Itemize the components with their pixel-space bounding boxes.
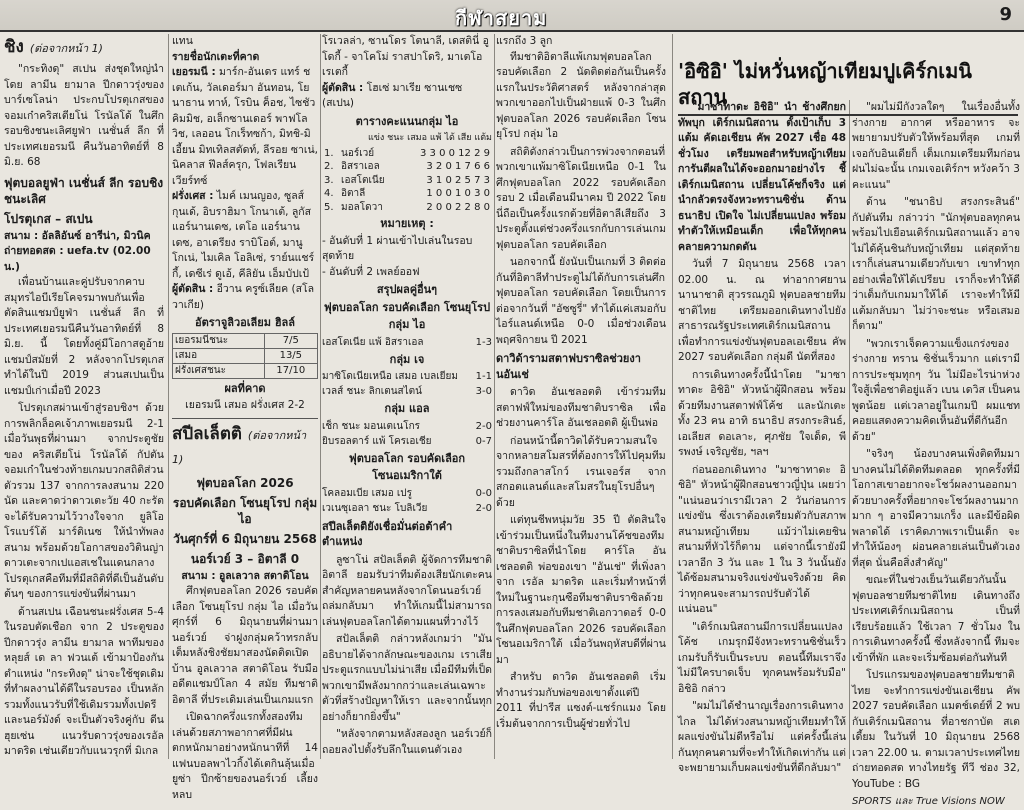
- result-row: เช็ก ชนะ มอนเตเนโกร 2-0: [322, 420, 492, 432]
- page-number: 9: [999, 4, 1012, 25]
- paragraph: สถิติดังกล่าวเป็นการพ่วงจากตอนที่พวกเขาแพ้มาซิโดเนียเหนือ 0-1 ในศึกฟุตบอลโลก 2022 รอบคัดเลือก รอบ 2 เมื่อเดือนมีนาคม ปี 2022 โดยนี่ถือเป็นครั้งแรกด้วยที่อิตาลีเสียถึง 3 ประตูตั้งแต่ช่วงครึ่งแรกกับการเล่นเกมฟุตบอลโลก รอบคัดเลือก: [496, 145, 666, 251]
- paragraph: สปัลเล็ตติ กล่าวหลังเกมว่า "มันอธิบายได้จากลักษณะของเกม เราเสียประตูแรกแบบไม่น่าเสีย เมื่อมีทีมที่เป็ด พวกเขามีพลังมากกว่าและเล่นเฉพาะตัวที่สร้างปัญหาให้เรา และจากนั้นทุกอย่างก็ยากยิ่งขึ้น": [322, 633, 492, 723]
- odds-heading: อัตราจูลิวอเลียม ฮิลล์: [194, 316, 296, 329]
- article-heading: สปีลเล็ตติ (ต่อจากหน้า 1): [172, 423, 307, 466]
- notes-heading: หมายเหตุ :: [380, 217, 434, 230]
- lineup-germany: เยอรมนี : มาร์ก-อันเดร แทร์ ชเตเก้น, วัลเดอร์มา อันทอน, โยนาธาน ทาห์, โรบิน ค็อช, ไซชัว คิมมิช, อเล็กซานเดอร์ พาฟโลวิช, เลออน โกเร็ทซก้า, มิทชิ-มิเอี้ยน มิทเทิลสตัดท์, ลีรอย ซาเน่, นิคลาส ฟึลส์ครุก, โฟลเรียน เวียร์ทซ์: [172, 66, 318, 187]
- table-row: 4. อิตาลี 1 0 0 1 0 3 0: [324, 188, 490, 199]
- lineup-italy: โรเวลล่า, ซานโดร โตนาลี, เดสตินี่ อูโดกี้ - จาโคโม่ ราสปาโดริ, มาเตโอ เรเตกี้: [322, 35, 489, 78]
- paragraph: ด้าน "ชนาธิป สรงกระสินธ์" กัปตันทีม กล่าวว่า "นักฟุตบอลทุกคนพร้อมไปเยือนเติร์กเมนิสถานแล้ว อาจไม่ได้คุ้นชินกับหญ้าเทียม แต่สุดท้ายเราก็เล่นสนามเดียวกับเขา เขาทำทุกอย่างเพื่อให้ได้เปรียบ เราก็จะทำให้ดีว่าเต็มกับเกมมาให้ได้ เราจะทำให้มีแต้มกลับมา ไม่ว่าจะชนะ หรือเสมอก็ตาม": [852, 196, 1020, 332]
- result-row: เวเนซุเอลา ชนะ โบลิเวีย 2-0: [322, 502, 492, 514]
- prediction-text: เยอรมนี เสมอ ฝรั่งเศส 2-2: [185, 399, 305, 411]
- lead-paragraph: "มาซาทาดะ อิชิอิ" นำ ช้างศึกยกทัพบุก เติร์กเมนิสถาน ตั้งเป้าเก็บ 3 แต้ม คัดเอเชียน คัพ 2027 เชื่อ 48 ชั่วโมง เตรียมพอสำหรับหญ้าเทียม การันตีผลในได้จะออกมาอย่างไร ชี้ เติร์กเมนิสถาน เปลี่ยนโค้ชก็จริง แต่นำกลัวตรงจังหวะทรานซิชั่น ด้าน ธนาธิป เปิดใจ ไม่เปลี่ยนแปลง พร้อมทำตัวให้เหมือนเด็ก เพื่อให้ทุกคนคลายความกดดัน: [678, 101, 846, 253]
- referee-line: ผู้ตัดสิน : โฮเซ่ มาเรีย ซานเชซ (สเปน): [322, 81, 463, 109]
- prediction-heading: ผลที่คาด: [224, 381, 266, 395]
- stadium-line: สนาม : อัลลิอันซ์ อารีน่า, มิวนิค: [4, 229, 151, 242]
- article-heading: ชิง (ต่อจากหน้า 1): [4, 37, 103, 57]
- match-score: นอร์เวย์ 3 – อิตาลี 0: [190, 551, 300, 566]
- paragraph: สำหรับ ดาวิด อันเชลอตติ เริ่มทำงานร่วมกับพ่อของเขาตั้งแต่ปี 2011 ที่ปารีส แซงต์-แชร์กแมง โดยเริ่มต้นจากการเป็นผู้ช่วยทั่วไป: [496, 671, 666, 730]
- summary-heading: สรุปผลคู่อื่นๆ: [376, 283, 438, 296]
- paragraph: ก่อนหน้านี้ดาวิดได้รับความสนใจจากหลายสโมสรที่ต้องการให้ไปคุมทีมรวมถึงกลาสโกว์ เรนเจอร์ส จากสกอตแลนด์และสโมสรในยุโรปอื่นๆ ด้วย: [496, 434, 666, 509]
- column-6: [852, 100, 1020, 807]
- table-row: 2. อิสราเอล 3 2 0 1 7 6 6: [324, 161, 490, 172]
- footer-credit: SPORTS และ True Visions NOW: [852, 796, 1005, 807]
- paragraph: ศึกฟุตบอลโลก 2026 รอบคัดเลือก โซนยุโรป กลุ่ม ไอ เมื่อวันศุกร์ที่ 6 มิถุนายนที่ผ่านมา นอร์เวย์ จ่าฝูงกลุ่มคว้าทรกลับเต็มหลังชิงชัยมาสองนัดติดเปิดบ้าน อูลเลวาล สตาดิโอน รับมืออดีตแชมป์โลก 4 สมัย ทีมชาติอิตาลี ที่ประเดิมเล่นเป็นเกมแรก: [172, 585, 318, 706]
- text-line: แรกถึง 3 ลูก: [496, 35, 553, 47]
- subheading: ดาวิด้ารามสตาฟบราซิลช่วยงานอันเช่: [496, 352, 641, 381]
- odds-table: [172, 333, 318, 379]
- paragraph: โปรตุเกสผ่านเข้าสู่รอบชิงฯ ด้วยการพลิกล็อคเจ้าภาพเยอรมนี 2-1 เมื่อวันพุธที่ผ่านมา จากประตูชัยของ คริสเตียโน่ โรนัลโด้ กัปตันจอมเก๋าในช่วงท้ายเกมบวกสถิติส่วนตัวรวม 137 จากการลงสนาม 220 นัด และคาดว่าดาวเตะวัย 40 กะรัต จะได้รับความไว้วางใจจาก ยูลิโอ โรแบร์โต้ มาร์ติเนซ ให้นำทัพลงสนาม พร้อมด้วยโอกาสของวิตินญ่า ดาวเตะจากเปแอสเชในแดนกลาง โปรตุเกสคือทีมที่มีสถิติที่ดีเป็นอันดับต้นๆ ของการแข่งขันที่ผ่านมา: [4, 402, 164, 600]
- divider: [172, 418, 318, 419]
- result-row: มาซิโดเนียเหนือ เสมอ เบลเยียม 1-1: [322, 371, 492, 382]
- column-rule: [494, 34, 495, 759]
- paragraph: ลูซาโน่ สปัลเล็ตติ ผู้จัดการทีมชาติอิตาลี ยอมรับว่าทีมต้องเสียนักเตะคนสำคัญหลายคนหลังจากโดนนอร์เวย์ถล่มกลับมา ทำให้เกมนี้ไม่สามารถเล่นฟุตบอลโลกได้ตามแผนที่วางไว้: [322, 553, 492, 628]
- column-3: [322, 34, 492, 759]
- referee-line: ผู้ตัดสิน : อีวาน ครูซ์เลียค (สโลวาเกีย): [172, 283, 315, 311]
- paragraph: วันที่ 7 มิถุนายน 2568 เวลา 02.00 น. ณ ท่าอากาศยานนานาชาติ สุวรรณภูมิ ฟุตบอลชายทีมชาติไทย เตรียมออกเดินทางไปยังสาธารณรัฐประเทศเติร์กเมนิสถาน เพื่อทำการแข่งขันฟุตบอลเอเชียน คัพ 2027 รอบคัดเลือก กลุ่มดี นัดที่สอง: [678, 258, 846, 363]
- subheading: ฟุตบอลโลก 2026: [196, 475, 294, 490]
- result-row: โคลอมเบีย เสมอ เปรู 0-0: [322, 487, 492, 499]
- column-rule: [320, 34, 321, 759]
- conmebol-heading: ฟุตบอลโลก รอบคัดเลือก: [348, 451, 466, 465]
- conmebol-subheading: โซนอเมริกาใต้: [372, 469, 442, 482]
- result-row: ยิบรอลตาร์ แพ้ โครเอเชีย 0-7: [322, 435, 492, 447]
- page-header: [0, 0, 1024, 32]
- paragraph: การเดินทางครั้งนี้นำโดย "มาซาทาดะ อิชิอิ" หัวหน้าผู้ฝึกสอน พร้อมด้วยทีมงานสตาฟฟ์โค้ช และนักเตะทั้ง 23 คน อาทิ ธนาธิป สรงกระสินธ์, เอเลียส ดอเลาะ, ศุภชัย ใจเด็ด, พีรพงษ์ เจริญชัย, ฯลฯ: [678, 368, 846, 458]
- paragraph: "ผมไม่มีกังวลใดๆ ในเรื่องอื่นทั้งร่างกาย อากาศ หรืออาหาร จะพยายามปรับตัวให้พร้อมที่สุด เกมที่เจอกับอินเดียก็ เต็มเกมเตรียมทีมก่อนฝนไม่ฉะนั้น เกมเจอเติร์กฯ หวังคว้า 3 คะแนน": [852, 101, 1020, 191]
- paragraph: "หลังจากตามหลังสองลูก นอร์เวย์ก็ถอยลงไปตั้งรับลึกในแดนตัวเอง: [322, 728, 492, 756]
- subheading: รอบคัดเลือก โซนยุโรป กลุ่ม ไอ: [172, 495, 318, 526]
- group-heading: กลุ่ม แอล: [384, 402, 430, 415]
- lineup-france: ฝรั่งเศส : ไมค์ เมนญอง, ซูลส์ กุนเด้, อิบราฮิมา โกนาเต้, ลูกัส แอร์นานเดซ, เตโอ แอร์นานเดซ, อาเดรียง ราบิโอต์, มานู โกเน่, ไมเคิล โอลิเซ่, ราย์นแชร์กี้, เดซีเร่ ดูเอ้, คีลิยัน เอ็มบัปเป้: [172, 190, 315, 280]
- paragraph: นอกจากนี้ ยังนับเป็นเกมที่ 3 ติดต่อกันที่อิตาลีทำประตูไม่ได้กับการเล่นศึกฟุตบอลโลก รอบคัดเลือก โดยเป็นการต่อจากวันที่ "อัซซูรี่" ทำได้แค่เสมอกับไอร์แลนด์เหนือ 0-0 เมื่อช่วงเดือนพฤศจิกายน ปี 2021: [496, 256, 666, 346]
- table-row: ฝรั่งเศสชนะ 17/10: [173, 363, 318, 378]
- text-line: แทน: [172, 35, 193, 47]
- column-rule: [849, 100, 850, 759]
- article-headline: 'อิซิอิ' ไม่หวั่นหญ้าเทียมปูเคิร์กเมนิสถาน: [678, 58, 1018, 116]
- paragraph: "ผมไม่ได้ชำนาญเรื่องการเดินทางไกล ไม่ได้ห่วงสนามหญ้าเทียมทำให้ผลแข่งขันไม่ดีหรือไม่ แต่ครั้งนี้เล่นกันทุกคนตามที่จะทำให้เกิดเท่ากัน แต่จะพยายามเก็บผลแข่งขันที่ดีกลับมา": [678, 700, 846, 774]
- match-title: โปรตุเกส – สเปน: [4, 211, 93, 226]
- paragraph: ก่อนออกเดินทาง "มาซาทาดะ อิชิอิ" หัวหน้าผู้ฝึกสอนชาวญี่ปุ่น เผยว่า "แน่นอนว่าเรามีเวลา 2 วันก่อนการแข่งขัน ซึ่งเราต้องเตรียมตัวกับสภาพสนามหญ้าเทียม แม้ว่าไม่เคยชินสนามที่หัวไร้ก็ตาม แต่จากนี้เรายังมีเวลาอีก 3 วัน และ 1 ใน 3 วันนั้นยังได้ซ้อมสนามจริงแข่งขันจริงด้วย คิดว่าทุกคนจะสามารถปรับตัวได้แน่นอน": [678, 463, 846, 615]
- paragraph: โปรแกรมของฟุตบอลชายทีมชาติไทย จะทำการแข่งขันเอเชียน คัพ 2027 รอบคัดเลือก แมตช์เดย์ที่ 2 พบกับเติร์กเมนิสถาน ที่อาชกาบัต สเตเดี้ยม ในวันที่ 10 มิถุนายน 2568 เวลา 22.00 น. ตามเวลาประเทศไทย ถ่ายทอดสด ทางไทยรัฐ ทีวี ช่อง 32, YouTube : BG: [852, 669, 1020, 790]
- paragraph: "พวกเราเจ็ดความแข็งแกร่งของร่างกาย ทราน ซิชั่นเร็วมาก แต่เรามีการประชุมทุกๆ วัน ไม่มีอะไรน่าห่วง ใจสู้เพื่อชาติอยู่แล้ว เบน เดวิส เป็นคนพูดน้อย แต่เวลาอยู่ในเกมปี ผมแชทคอยแสดงความคิดเห็นอันที่ดีกันอีกด้วย": [852, 337, 1020, 443]
- column-2: [172, 34, 318, 801]
- standings-heading: ตารางคะแนนกลุ่ม ไอ: [355, 114, 459, 128]
- table-row: เยอรมนีชนะ 7/5: [173, 333, 318, 348]
- paragraph: ขณะที่ในช่วงเย็นวันเดียวกันนั้นฟุตบอลชายทีมชาติไทย เดินทางถึงประเทศเติร์กเมนิสถาน เป็นที่เรียบร้อยแล้ว ใช้เวลา 7 ชั่วโมง ในการเดินทางครั้งนี้ ซึ่งหลังจากนี้ ทีมจะเข้าที่พัก และจะเริ่มซ้อมต่อกันทันที: [852, 574, 1020, 664]
- paragraph: แต่ทุนชีพหนุ่มวัย 35 ปี ตัดสินใจเข้าร่วมเป็นหนึ่งในทีมงานโค้ชของทีมชาติบราซิลที่นำโดย คาร์โล อันเชลอตติ พ่อของเขา "อันเช่" ที่เพิ่งลาจาก เรอัล มาดริด และเริ่มทำหน้าที่ใหม่ในฐานะกุนซือทีมชาติบราซิลด้วยการลงเสมอกับทีมชาติเอกวาดอร์ 0-0 ในศึกฟุตบอลโลก 2026 รอบคัดเลือก โซนอเมริกาใต้ เมื่อวันพฤหัสบดีที่ผ่านมา: [496, 514, 666, 666]
- section-title: กีฬาสยาม: [455, 6, 548, 30]
- result-row: เวลส์ ชนะ ลิกเตนสไตน์ 3-0: [322, 386, 492, 397]
- subheading: วันศุกร์ที่ 6 มิถุนายน 2568: [173, 531, 317, 546]
- paragraph: "เติร์กเมนิสถานมีการเปลี่ยนแปลงโค้ช เกมรุกมีจังหวะทรานซิชั่นเร็ว เกมรับก็รับเป็นระบบ ตอนนี้ทีมเราจึงไม่มีใครบาดเจ็บ ทุกคนพร้อมรับมือ" อิชิอิ กล่าว: [678, 620, 846, 695]
- subheading: ฟุตบอลยูฟ่า เนชั่นส์ ลีก รอบชิงชนะเลิศ: [4, 175, 164, 206]
- standings-columns: แข่ง ชนะ เสมอ แพ้ ได้ เสีย แต้ม: [367, 133, 492, 143]
- column-5: [678, 100, 846, 774]
- note: - อันดับที่ 2 เพลย์ออฟ: [322, 265, 420, 278]
- stadium-line: สนาม : อูลเลวาล สตาดิโอน: [181, 569, 309, 582]
- note: - อันดับที่ 1 ผ่านเข้าไปเล่นในรอบสุดท้าย: [322, 234, 473, 262]
- column-1: [4, 34, 164, 759]
- column-4: [496, 34, 666, 759]
- column-rule: [168, 34, 169, 759]
- table-row: 3. เอสโตเนีย 3 1 0 2 5 7 3: [324, 174, 490, 186]
- paragraph: ดาวิด อันเชลอตติ เข้าร่วมทีมสตาฟฟ์ใหม่ของทีมชาติบราซิล เพื่อช่วยงานคาร์โล อันเชลอตติ ผู้เป็นพ่อ: [496, 386, 666, 429]
- table-row: 5. มอลโดวา 2 0 0 2 2 8 0: [324, 201, 490, 213]
- result-row: เอสโตเนีย แพ้ อิสราเอล 1-3: [322, 336, 492, 348]
- table-row: 1. นอร์เวย์ 3 3 0 0 12 2 9: [324, 147, 490, 159]
- table-row: เสมอ 13/5: [173, 348, 318, 363]
- standings-table: [322, 147, 492, 215]
- column-rule: [672, 34, 673, 759]
- paragraph: เพื่อนบ้านและคู่ปรับจากคาบสมุทรไอบีเรียโคจรมาพบกันเพื่อตัดสินแชมป์ยูฟ่า เนชั่นส์ ลีก ที่ประเทศเยอรมนีคืนวันอาทิตย์ที่ 8 มิ.ย. นี้ โดยทั้งคู่มีโอกาสดูอ้ายแชมป์สมัยที่ 2 หลังจากโปรตุเกสทำได้ในปี 2019 ส่วนสเปนเป็นแชมป์เก่าเมื่อปี 2023: [4, 276, 164, 397]
- tv-line: ถ่ายทอดสด : uefa.tv (02.00 น.): [4, 245, 151, 273]
- paragraph: "กระทิงดุ" สเปน ส่งชุดใหญ่นำโดย ลามีน ยามาล ปีกดาวรุ่งของบาร์เซโลน่า ประกบโปรตุเกสของจอมเก๋าคริสเตียโน่ โรนัลโด้ ในศึกรอบชิงชนะเลิศยูฟ่า เนชั่นส์ ลีก ที่ประเทศเยอรมนี คืนวันอาทิตย์ที่ 8 มิ.ย. 68: [4, 63, 164, 168]
- paragraph: ทีมชาติอิตาลีแพ้เกมฟุตบอลโลก รอบคัดเลือก 2 นัดติดต่อกันเป็นครั้งแรกในประวัติศาสตร์ หลังจากล่าสุดพวกเขาออกไปเป็นฝ่ายแพ้ 0-3 ในศึกฟุตบอลโลก 2026 รอบคัดเลือก โซนยุโรป กลุ่ม ไอ: [496, 50, 666, 140]
- lineup-heading: รายชื่อนักเตะที่คาด: [172, 50, 260, 63]
- paragraph: "จริงๆ น้องบางคนเพิ่งติดทีมมาบางคนไม่ได้ติดทีมตลอด ทุกครั้งที่มีโอกาสเขาอยากจะโชว์ผลงานออกมา ด้วยบางครั้งที่อยากจะโชว์ผลงานมากมาก ๆ อาจมีความเกร็ง และมีข้อผิดพลาดได้ เราคิดภาพเราเป็นเด็ก จะทำให้น้องๆ ผ่อนคลายเล่นเป็นตัวเองที่สุด นั่นคือสิ่งสำคัญ": [852, 448, 1020, 569]
- paragraph: ด้านสเปน เฉือนชนะฝรั่งเศส 5-4 ในรอบตัดเชือก จาก 2 ประตูของ ปีกดาวรุ่ง ลามีน ยามาล พาทีมของหลุยส์ เด ลา ฟวนเต้ เข้ามาป้องกันตำแหน่ง "กระทิงดุ" น่าจะใช้ชุดเดิมที่ทำผลงานได้ดีในรอบรอง เป็นหลัก รวมทั้งแนวรับที่ใช้เดิมรวมทั้งเปดรี และนอร์มังด์ จะเป็นตัวจริงคู่กับ ดีน ฮุยเซ่น แนวรับดาวรุ่งของเรอัล มาดริด เช่นเดียวกับแนวรุกที่ มิเกล: [4, 605, 164, 757]
- group-heading: กลุ่ม ไอ: [388, 318, 426, 331]
- summary-subheading: ฟุตบอลโลก รอบคัดเลือก โซนยุโรป: [323, 300, 491, 314]
- paragraph: เปิดฉากครึ่งแรกทั้งสองทีมเล่นด้วยสภาพอากาศที่มีฝนตกหนักมาอย่างหนักนาทีที่ 14 แฟนบอลพาไวกิ้งได้เตกินลุ้นเมื่อ ยูซ่า ปีกซ้ายของนอร์เวย์ เลี้ยงหลบ: [172, 711, 318, 801]
- subheading: สปีลเล็ตติยังเชื่อมั่นต่อต้าคำตำแหน่ง: [322, 519, 453, 548]
- group-heading: กลุ่ม เจ: [389, 352, 425, 366]
